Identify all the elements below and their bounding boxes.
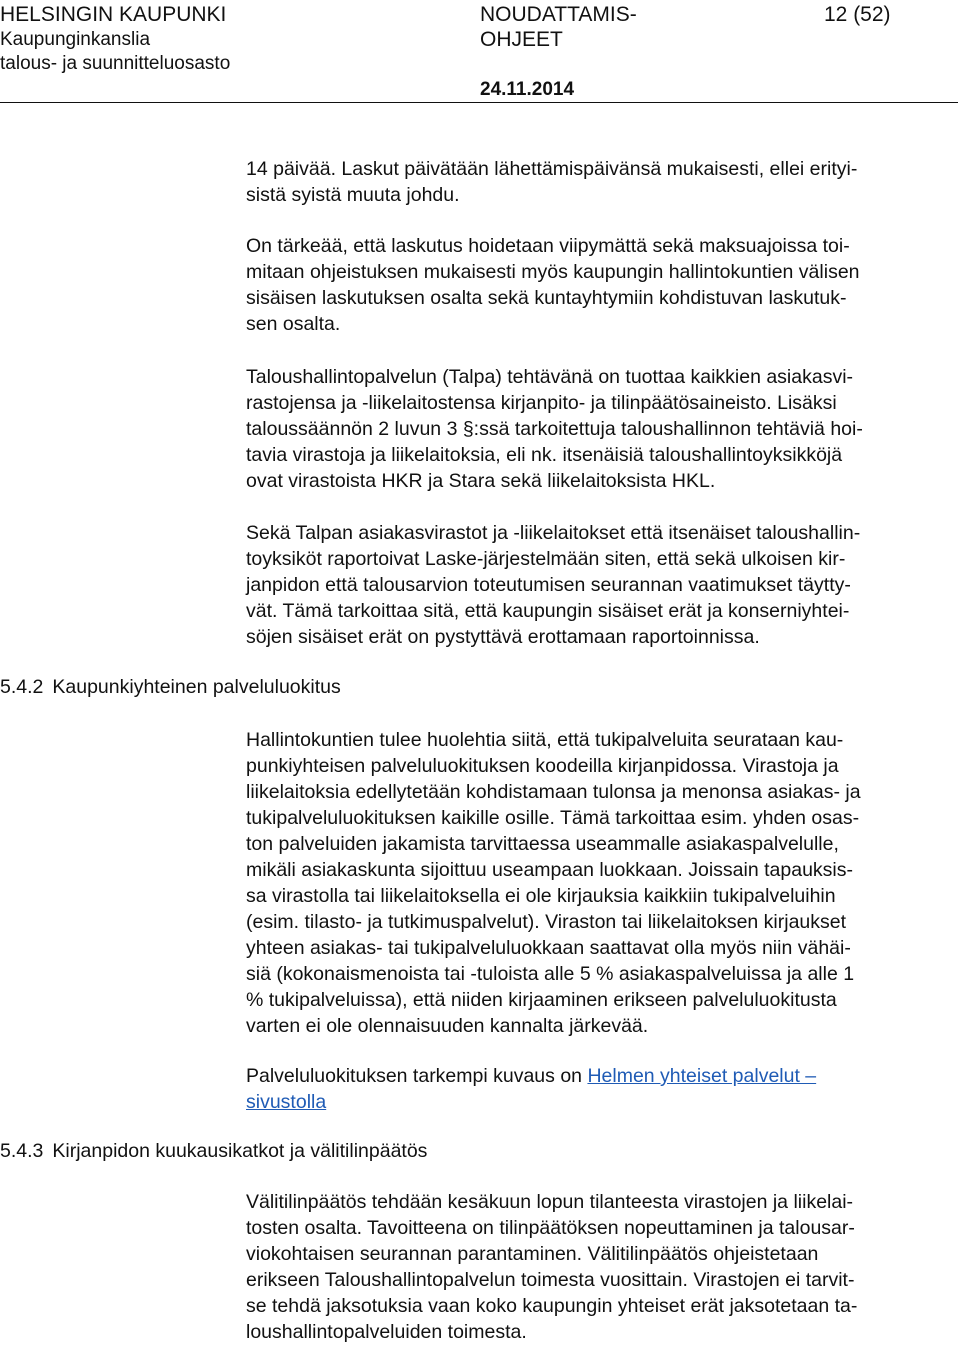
paragraph-invoice-dating: 14 päivää. Laskut päivätään lähettämispäivänsä mukaisesti, ellei erityi- sistä syistä muuta johdu.	[246, 158, 858, 206]
section-heading-5-4-2	[0, 674, 341, 700]
page-number: 12 (52)	[824, 3, 891, 26]
paragraph-reporting: Sekä Talpan asiakasvirastot ja -liikelaitokset että itsenäiset taloushallin- toyksiköt raportoivat Laske-järjestelmään siten, että sekä ulkoisen kir- janpidon että talousarvion toteutumisen seurannan vaatimukset täytty- vät. Tämä tarkoittaa sitä, että kaupungin sisäiset erät ja konserniyhtei- söjen sisäiset erät on pystyttävä erottamaan raportoinnissa.	[246, 522, 861, 648]
section-number: 5.4.3	[0, 1140, 44, 1162]
doc-type-line1: NOUDATTAMIS-	[480, 3, 637, 26]
link-text-line1: Helmen yhteiset palvelut –	[587, 1065, 817, 1087]
paragraph-classification-link	[246, 1063, 960, 1115]
doc-date: 24.11.2014	[480, 79, 575, 100]
org-department: talous- ja suunnitteluosasto	[0, 53, 231, 74]
paragraph-talpa-tasks: Taloushallintopalvelun (Talpa) tehtävänä on tuottaa kaikkien asiakasvi- rastojensa ja -liikelaitostensa kirjanpito- ja tilinpäätösaineisto. Lisäksi taloussäännön 2 luvun 3 §:ssä tarkoitettuja taloushallinnon tehtäviä hoi- tavia virastoja ja liikelaitoksia, eli nk. itsenäisiä taloushallintoyksikköjä ovat virastoista HKR ja Stara sekä liikelaitoksista HKL.	[246, 366, 863, 492]
section-title: Kirjanpidon kuukausikatkot ja välitilinpäätös	[52, 1140, 428, 1162]
link-intro-text: Palveluluokituksen tarkempi kuvaus on	[246, 1065, 588, 1087]
doc-type-line2: OHJEET	[480, 28, 563, 51]
section-title: Kaupunkiyhteinen palveluluokitus	[52, 676, 341, 698]
header-divider	[0, 102, 958, 103]
section-heading-5-4-3	[0, 1138, 427, 1164]
link-text-line2: sivustolla	[246, 1091, 327, 1113]
section-number: 5.4.2	[0, 676, 44, 698]
org-name: HELSINGIN KAUPUNKI	[0, 3, 227, 26]
paragraph-interim-closing: Välitilinpäätös tehdään kesäkuun lopun tilanteesta virastojen ja liikelai- tosten osalta. Tavoitteena on tilinpäätöksen nopeuttaminen ja talousar- viokohtaisen seurannan parantaminen. Välitilinpäätös ohjeistetaan erikseen Taloushallintopalvelun toimesta vuosittain. Virastojen ei tarvit- se tehdä jaksotuksia vaan koko kaupungin yhteiset erät jaksotetaan ta- loushallintopalveluiden toimesta.	[246, 1191, 858, 1343]
paragraph-service-classification: Hallintokuntien tulee huolehtia siitä, että tukipalveluita seurataan kau- punkiyhteisen palveluluokituksen koodeilla kirjanpidossa. Virastoja ja liikelaitoksia edellytetään kohdistamaan tulonsa ja menonsa asiakas- ja tukipalveluluokituksen kaikille osille. Tämä tarkoittaa esim. yhden osas- ton palveluiden jakamista tarvittaessa useammalle asiakaspalvelulle, mikäli asiakaskunta sijoittuu useampaan luokkaan. Joissain tapauksis- sa virastolla tai liikelaitoksella ei ole kirjauksia kaikkiin tukipalveluihin (esim. tilasto- ja tutkimuspalvelut). Viraston tai liikelaitoksen kirjaukset yhteen asiakas- tai tukipalveluluokkaan saattavat olla myös niin vähäi- siä (kokonaismenoista tai -tuloista alle 5 % asiakaspalveluissa ja alle 1 % tukipalveluissa), että niiden kirjaaminen erikseen palveluluokitusta varten ei ole olennaisuuden kannalta järkevää.	[246, 729, 861, 1037]
paragraph-invoicing-importance: On tärkeää, että laskutus hoidetaan viipymättä sekä maksuajoissa toi- mitaan ohjeistuksen mukaisesti myös kaupungin hallintokuntien välisen sisäisen laskutuksen osalta sekä kuntayhtymiin kohdistuvan laskutuk- sen osalta.	[246, 235, 860, 335]
org-unit: Kaupunginkanslia	[0, 29, 151, 50]
